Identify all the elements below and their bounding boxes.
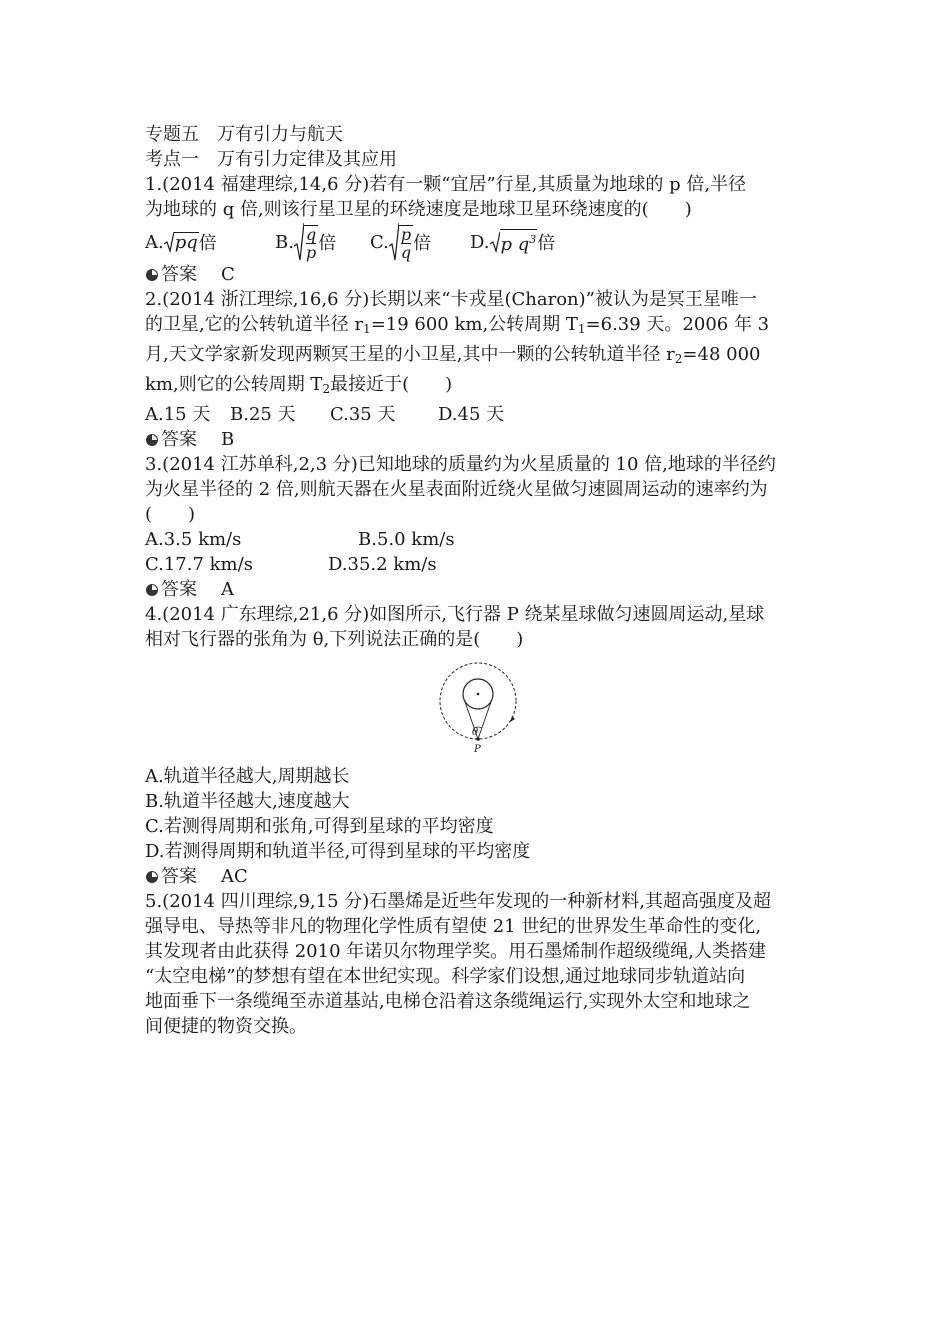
q2-line-2-part-b: =19 600 km,公转周期 T <box>370 314 578 335</box>
q4-option-c: C.若测得周期和张角,可得到星球的平均密度 <box>145 816 494 837</box>
q1-option-d-prefix: D. <box>470 231 490 253</box>
q1-option-d-expr <box>500 229 538 255</box>
q1-option-d <box>470 229 555 255</box>
orbit-figure <box>145 656 810 756</box>
q2-option-d: D.45 天 <box>438 404 505 425</box>
sqrt-symbol <box>490 229 538 255</box>
q1-option-a-expr: pq <box>174 231 198 253</box>
q2-options <box>145 402 810 427</box>
q1-line-2: 为地球的 q 倍,则该行星卫星的环绕速度是地球卫星环绕速度的( ) <box>145 199 692 220</box>
q1-option-d-exponent: 3 <box>529 233 537 246</box>
section-title: 考点一 万有引力定律及其应用 <box>145 149 397 170</box>
q5-line-4: “太空电梯”的梦想有望在本世纪实现。科学家们设想,通过地球同步轨道站向 <box>145 966 746 987</box>
tangent-line-right <box>478 699 492 739</box>
q1-option-c-numerator: p <box>400 224 412 244</box>
sqrt-symbol <box>389 222 413 262</box>
q5-line-5: 地面垂下一条缆绳至赤道基站,电梯仓沿着这条缆绳运行,实现外太空和地球之 <box>145 991 751 1012</box>
q5-line-6: 间便捷的物资交换。 <box>145 1016 307 1037</box>
q1-option-c <box>370 222 470 262</box>
q4-answer <box>145 864 810 889</box>
topic-title: 专题五 万有引力与航天 <box>145 124 343 145</box>
q4-option-d: D.若测得周期和轨道半径,可得到星球的平均密度 <box>145 841 531 862</box>
q1-option-b <box>275 222 370 262</box>
sqrt-symbol <box>164 231 199 253</box>
q1-option-a-suffix: 倍 <box>198 233 217 254</box>
q5-line-2: 强导电、导热等非凡的物理化学性质有望使 21 世纪的世界发生革命性的变化, <box>145 916 762 937</box>
q2-line-3 <box>145 342 810 372</box>
answer-marker-icon <box>145 870 159 884</box>
document-page <box>145 122 810 1039</box>
q3-options-row-1 <box>145 527 810 552</box>
question-5 <box>145 889 810 1039</box>
q4-answer-value: AC <box>221 866 248 887</box>
q2-answer <box>145 427 810 452</box>
subscript: 2 <box>674 352 683 366</box>
q1-option-b-numerator: q <box>305 224 317 244</box>
subscript: 2 <box>322 382 331 396</box>
q2-line-4-part-b: 最接近于( ) <box>330 374 453 395</box>
q4-line-2: 相对飞行器的张角为 θ,下列说法正确的是( ) <box>145 629 524 650</box>
q1-line-1: 1.(2014 福建理综,14,6 分)若有一颗“宜居”行星,其质量为地球的 p 倍,半径 <box>145 174 747 195</box>
q4-line-1: 4.(2014 广东理综,21,6 分)如图所示,飞行器 P 绕某星球做匀速圆周运动,星球 <box>145 604 765 625</box>
answer-label: 答案 <box>161 264 197 285</box>
q2-line-2-part-a: 的卫星,它的公转轨道半径 r <box>145 314 364 335</box>
q3-option-c: C.17.7 km/s <box>145 554 253 575</box>
q2-line-3-part-b: =48 000 <box>682 344 761 365</box>
q2-line-2 <box>145 312 810 342</box>
subscript: 1 <box>363 322 371 336</box>
spacecraft-label: P <box>473 744 481 755</box>
q3-answer <box>145 577 810 602</box>
q5-line-1: 5.(2014 四川理综,9,15 分)石墨烯是近些年发现的一种新材料,其超高强度及超 <box>145 891 771 912</box>
orbit-diagram <box>428 656 528 756</box>
q1-option-a-prefix: A. <box>145 231 164 253</box>
q1-options <box>145 222 810 262</box>
q3-option-a: A.3.5 km/s <box>145 529 242 550</box>
q2-line-2-part-c: =6.39 天。2006 年 3 <box>585 314 770 335</box>
q1-option-b-fraction <box>304 225 318 261</box>
question-3 <box>145 452 810 602</box>
answer-label: 答案 <box>161 866 197 887</box>
q1-answer-value: C <box>221 264 235 285</box>
q1-option-c-suffix: 倍 <box>413 233 432 254</box>
q1-option-d-base: p q <box>500 234 530 255</box>
q1-answer <box>145 262 810 287</box>
direction-arrow <box>510 716 515 722</box>
q1-option-d-suffix: 倍 <box>537 233 556 254</box>
q3-answer-value: A <box>221 579 234 600</box>
q3-line-1: 3.(2014 江苏单科,2,3 分)已知地球的质量约为火星质量的 10 倍,地球的半径约 <box>145 454 776 475</box>
q2-line-4-part-a: km,则它的公转周期 T <box>145 374 323 395</box>
q4-option-a: A.轨道半径越大,周期越长 <box>145 766 350 787</box>
answer-marker-icon <box>145 583 159 597</box>
answer-marker-icon <box>145 433 159 447</box>
q1-option-c-prefix: C. <box>370 231 389 253</box>
q1-option-b-prefix: B. <box>275 231 294 253</box>
planet-center-dot <box>476 693 479 696</box>
q3-option-b: B.5.0 km/s <box>358 529 455 550</box>
q3-line-3: ( ) <box>145 504 196 525</box>
q3-options-row-2 <box>145 552 810 577</box>
question-1 <box>145 172 810 287</box>
q3-option-d: D.35.2 km/s <box>328 554 437 575</box>
q2-answer-value: B <box>221 429 235 450</box>
q2-option-c: C.35 天 <box>330 404 396 425</box>
answer-label: 答案 <box>161 429 197 450</box>
subscript: 1 <box>577 322 586 336</box>
q1-option-a <box>145 229 275 255</box>
answer-label: 答案 <box>161 579 197 600</box>
q2-line-4 <box>145 372 810 402</box>
q2-line-1: 2.(2014 浙江理综,16,6 分)长期以来“卡戎星(Charon)”被认为是冥王星唯一 <box>145 289 757 310</box>
question-2 <box>145 287 810 452</box>
q3-line-2: 为火星半径的 2 倍,则航天器在火星表面附近绕火星做匀速圆周运动的速率约为 <box>145 479 768 500</box>
sqrt-symbol <box>294 222 318 262</box>
q1-option-c-denominator: q <box>400 242 412 262</box>
q5-line-3: 其发现者由此获得 2010 年诺贝尔物理学奖。用石墨烯制作超级缆绳,人类搭建 <box>145 941 766 962</box>
q1-option-b-suffix: 倍 <box>318 233 337 254</box>
q1-option-b-denominator: p <box>305 242 317 262</box>
q2-line-3-part-a: 月,天文学家新发现两颗冥王星的小卫星,其中一颗的公转轨道半径 r <box>145 344 675 365</box>
answer-marker-icon <box>145 268 159 282</box>
q4-option-b: B.轨道半径越大,速度越大 <box>145 791 350 812</box>
q1-option-c-fraction <box>399 225 413 261</box>
q2-option-a: A.15 天 <box>145 404 211 425</box>
theta-label: θ <box>471 727 478 738</box>
question-4 <box>145 602 810 889</box>
q2-option-b: B.25 天 <box>230 404 296 425</box>
